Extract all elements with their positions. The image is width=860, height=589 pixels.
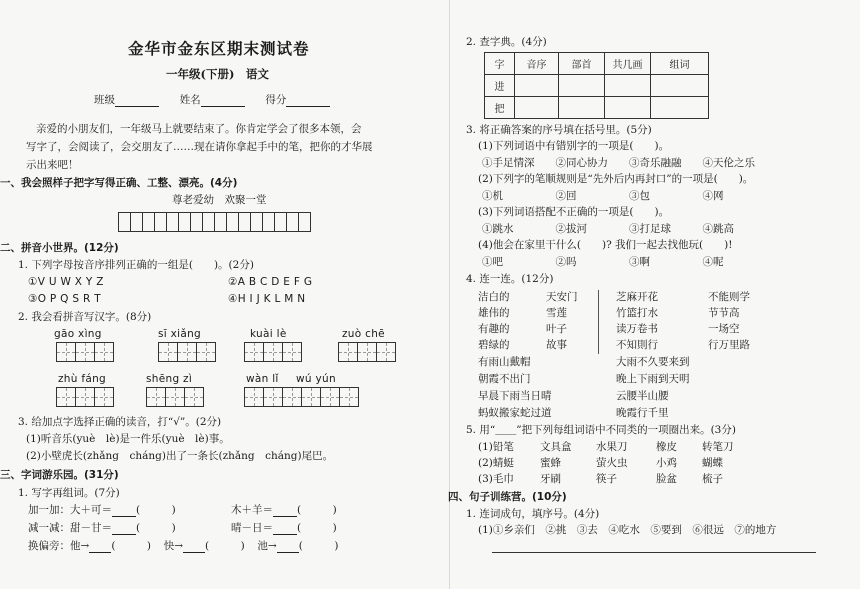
score-blank[interactable] [286, 96, 330, 107]
dict-cell[interactable] [515, 75, 559, 97]
sub-blank-2[interactable] [273, 524, 297, 535]
q1-option-1: ①V U W X Y Z [28, 276, 104, 288]
sub-prompt-1: 减一减：甜－甘＝ [28, 522, 112, 534]
link-divider [598, 290, 599, 354]
tian-boxes-3[interactable] [244, 342, 301, 362]
q5-r1-c3[interactable]: 水果刀 [596, 441, 628, 453]
link-ba-4[interactable]: 蚂蚁搬家蛇过道 [478, 407, 552, 419]
link-la-4[interactable]: 碧绿的 [478, 339, 510, 351]
q1-option-4: ④H I J K L M N [228, 293, 306, 305]
right-q3: 3. 将正确答案的序号填在括号里。(5分) [466, 124, 652, 136]
student-info-line [94, 94, 330, 107]
tian-boxes-5[interactable] [56, 387, 113, 407]
dict-cell[interactable] [515, 97, 559, 119]
dict-cell[interactable] [605, 97, 651, 119]
pinyin-7: wàn lǐ [246, 373, 279, 385]
tian-boxes-2[interactable] [158, 342, 215, 362]
link-lb-1[interactable]: 天安门 [546, 291, 578, 303]
pinyin-2: sī xiǎng [158, 328, 202, 340]
radical-blank-1[interactable] [89, 542, 111, 553]
q5-r1-c1[interactable]: (1)铅笔 [478, 441, 514, 453]
dict-row-2-char: 把 [485, 97, 515, 119]
q5-r3-c5[interactable]: 梳子 [702, 473, 723, 485]
sub-paren-1: ( ) [136, 522, 176, 534]
link-ba-3[interactable]: 早晨下雨当日晴 [478, 390, 552, 402]
radical-paren-3: ( ) [298, 540, 339, 552]
link-la-1[interactable]: 洁白的 [478, 291, 510, 303]
part3-line-sub-b [231, 522, 337, 535]
q3-item-2: ①手足情深 ②同心协力 ③奇乐融融 ④天伦之乐 [482, 157, 755, 169]
part2-heading: 二、拼音小世界。(12分) [0, 242, 119, 254]
sub-prompt-2: 晴－日＝ [231, 522, 273, 534]
q5-r3-c2[interactable]: 牙刷 [540, 473, 561, 485]
part4-q1: 1. 连词成句，填序号。(4分) [466, 508, 600, 520]
dict-header-radical: 部首 [559, 53, 605, 75]
q1-option-3: ③O P Q S R T [28, 293, 101, 305]
link-bb-4[interactable]: 晚霞行千里 [616, 407, 669, 419]
q3-item-1: (1)下列词语中有错别字的一项是( )。 [478, 140, 670, 152]
dict-row-2[interactable] [485, 97, 709, 119]
sub-blank-1[interactable] [112, 524, 136, 535]
intro-line-1: 亲爱的小朋友们，一年级马上就要结束了。你肯定学会了很多本领，会 [36, 123, 362, 135]
dict-cell[interactable] [651, 75, 709, 97]
q5-r2-c1[interactable]: (2)蜻蜓 [478, 457, 514, 469]
radical-paren-1: ( ) [111, 540, 152, 552]
q3-item-7: (4)他会在家里干什么( )? 我们一起去找他玩( )! [478, 239, 733, 251]
q1-option-2: ②A B C D E F G [228, 276, 313, 288]
part2-q1: 1. 下列字母按音序排列正确的一组是( )。(2分) [18, 259, 254, 271]
exam-subtitle: 一年级(下册) 语文 [166, 67, 269, 81]
link-ra-4[interactable]: 不知則行 [616, 339, 658, 351]
link-rb-3[interactable]: 一场空 [708, 323, 740, 335]
add-prompt-2: 木＋羊＝ [231, 504, 273, 516]
name-label: 姓名 [179, 94, 201, 106]
part2-q3: 3. 给加点字选择正确的读音，打“√”。(2分) [18, 416, 222, 428]
pinyin-4: zuò chē [342, 328, 385, 340]
q5-r3-c1[interactable]: (3)毛巾 [478, 473, 514, 485]
add-prompt-1: 加一加：大＋可＝ [28, 504, 112, 516]
part4-q1-words: (1)①乡亲们 ②挑 ③去 ④吃水 ⑤要到 ⑥很远 ⑦的地方 [478, 524, 777, 536]
link-ra-2[interactable]: 竹篮打水 [616, 307, 658, 319]
part3-line-sub [28, 522, 176, 535]
radical-prompt-1: 换偏旁：他→ [28, 540, 90, 552]
q5-r3-c4[interactable]: 脸盆 [656, 473, 677, 485]
dict-header-char: 字 [485, 53, 515, 75]
radical-blank-3[interactable] [277, 542, 299, 553]
part3-line-add [28, 504, 176, 517]
radical-paren-2: ( ) [205, 540, 245, 552]
q5-r3-c3[interactable]: 筷子 [596, 473, 617, 485]
link-rb-2[interactable]: 节节高 [708, 307, 740, 319]
pinyin-1: gāo xìng [54, 328, 102, 340]
dict-cell[interactable] [559, 75, 605, 97]
sub-paren-2: ( ) [297, 522, 337, 534]
link-lb-4[interactable]: 故事 [546, 339, 567, 351]
right-q2: 2. 查字典。(4分) [466, 36, 547, 48]
part3-line-radical [28, 540, 338, 553]
link-rb-4[interactable]: 行万里路 [708, 339, 750, 351]
add-paren-1: ( ) [136, 504, 176, 516]
q5-r1-c5[interactable]: 转笔刀 [702, 441, 734, 453]
part1-sample: 尊老爱幼 欢聚一堂 [172, 194, 267, 206]
q5-r2-c2[interactable]: 蜜蜂 [540, 457, 561, 469]
dict-cell[interactable] [651, 97, 709, 119]
right-q5: 5. 用“＿＿”把下列每组词语中不同类的一项圈出来。(3分) [466, 424, 736, 436]
link-bb-2[interactable]: 晚上下雨到天明 [616, 373, 690, 385]
link-rb-1[interactable]: 不能则学 [708, 291, 750, 303]
dict-header-strokes: 共几画 [605, 53, 651, 75]
right-q4: 4. 连一连。(12分) [466, 273, 554, 285]
link-ra-3[interactable]: 读万卷书 [616, 323, 658, 335]
pinyin-6: shēng zì [146, 373, 193, 385]
intro-line-3: 示出来吧！ [26, 159, 79, 171]
part4-heading: 四、句子训练营。(10分) [448, 491, 567, 503]
pinyin-5: zhù fáng [58, 373, 107, 385]
link-bb-1[interactable]: 大雨不久要来到 [616, 356, 690, 368]
q3-item-5: (3)下列词语搭配不正确的一项是( )。 [478, 206, 670, 218]
class-label: 班级 [94, 94, 115, 106]
q3-line-1: (1)听音乐(yuè lè)是一件乐(yuè lè)事。 [26, 433, 230, 445]
link-bb-3[interactable]: 云腰半山腰 [616, 390, 669, 402]
right-page [448, 0, 836, 589]
dict-header-row [485, 53, 709, 75]
dict-header-pinyin: 音序 [515, 53, 559, 75]
part3-heading: 三、字词游乐园。(31分) [0, 469, 119, 481]
part2-q2: 2. 我会看拼音写汉字。(8分) [18, 311, 152, 323]
tian-boxes-4[interactable] [338, 342, 395, 362]
pinyin-8: wú yún [296, 373, 336, 385]
score-label: 得分 [265, 94, 287, 106]
dict-cell[interactable] [605, 75, 651, 97]
radical-prompt-3: 池→ [257, 540, 277, 552]
exam-title: 金华市金东区期末测试卷 [128, 39, 310, 58]
radical-prompt-2: 快→ [163, 540, 184, 552]
dict-row-1-char: 进 [485, 75, 515, 97]
intro-line-2: 写字了，会阅读了，会交朋友了……现在请你拿起手中的笔，把你的才华展 [26, 141, 373, 153]
q5-r1-c2[interactable]: 文具盒 [540, 441, 572, 453]
link-ba-1[interactable]: 有雨山戴帽 [478, 356, 531, 368]
q5-r2-c4[interactable]: 小鸡 [656, 457, 677, 469]
dict-cell[interactable] [559, 97, 605, 119]
dict-header-word: 组词 [651, 53, 709, 75]
tian-boxes-1[interactable] [56, 342, 113, 362]
q5-r2-c5[interactable]: 蝴蝶 [702, 457, 723, 469]
part1-heading: 一、我会照样子把字写得正确、工整、漂亮。(4分) [0, 177, 238, 189]
class-blank[interactable] [115, 96, 159, 107]
link-ba-2[interactable]: 朝霞不出门 [478, 373, 531, 385]
link-la-2[interactable]: 雄伟的 [478, 307, 510, 319]
q3-item-6: ①跳水 ②拔河 ③打足球 ④跳高 [482, 223, 734, 235]
part1-writing-boxes[interactable] [118, 212, 310, 232]
radical-blank-2[interactable] [183, 542, 205, 553]
link-ra-1[interactable]: 芝麻开花 [616, 291, 658, 303]
q3-item-8: ①吧 ②吗 ③啊 ④呢 [482, 256, 724, 268]
link-la-3[interactable]: 有趣的 [478, 323, 510, 335]
link-lb-3[interactable]: 叶子 [546, 323, 567, 335]
dict-row-1[interactable] [485, 75, 709, 97]
part3-q1: 1. 写字再组词。(7分) [18, 487, 120, 499]
part4-answer-line[interactable] [492, 552, 816, 553]
pinyin-3: kuài lè [250, 328, 287, 340]
dictionary-table[interactable] [484, 52, 709, 119]
q5-r1-c4[interactable]: 橡皮 [656, 441, 677, 453]
name-blank[interactable] [201, 96, 245, 107]
tian-boxes-7[interactable] [244, 387, 358, 407]
q3-line-2: (2)小壁虎长(zhǎng cháng)出了一条长(zhǎng cháng)尾巴。 [26, 450, 334, 462]
add-paren-2: ( ) [297, 504, 337, 516]
tian-boxes-6[interactable] [146, 387, 203, 407]
add-blank-2[interactable] [273, 506, 297, 517]
link-lb-2[interactable]: 雪莲 [546, 307, 567, 319]
part3-line-add-b [231, 504, 337, 517]
q3-item-4: ①机 ②回 ③包 ④网 [482, 190, 724, 202]
q5-r2-c3[interactable]: 萤火虫 [596, 457, 628, 469]
q3-item-3: (2)下列字的笔顺规则是“先外后内再封口”的一项是( )。 [478, 173, 754, 185]
add-blank-1[interactable] [112, 506, 136, 517]
